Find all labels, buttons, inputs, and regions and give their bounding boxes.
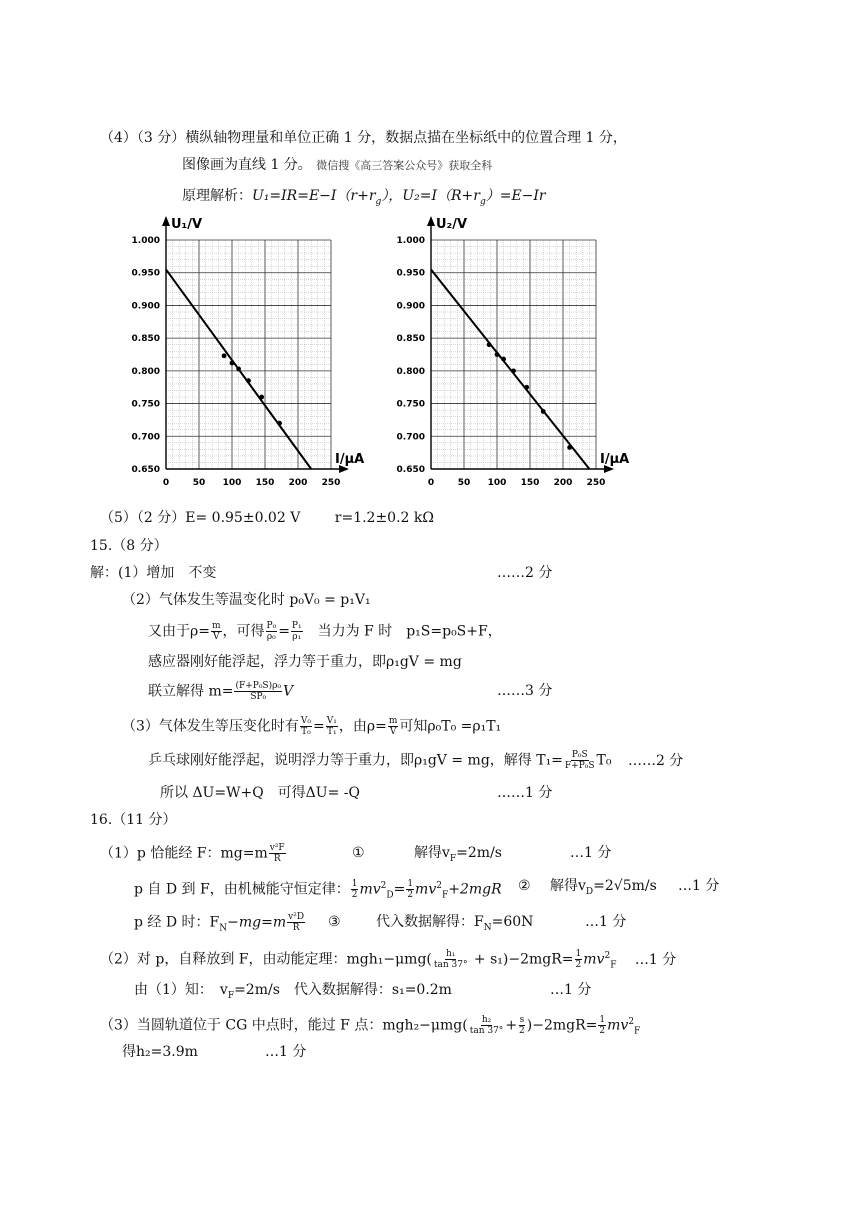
y-axis-arrow [162, 216, 170, 226]
q15-3b-pre: 乒乓球刚好能浮起，说明浮力等于重力，即ρ₁gV = mg，解得 T₁= [148, 752, 563, 769]
data-point [501, 357, 506, 362]
frac-den: 2 [407, 890, 414, 901]
frac-num: (F+P₀S)ρ₀ [235, 681, 282, 691]
x-tick-label: 100 [222, 478, 242, 488]
q15-part2-b: 又由于ρ= $\frac{m}{V}$ ，可得 $\frac{\text{P₀}}{\text{ρ₀}}$ = $\frac{\text{P₁}}{\text{ρ₁}}$ 当力为 F 时 p₁S=p₀S+F， [148, 621, 502, 642]
frac-vf2-r [269, 843, 286, 864]
q16-part3-b: 得h₂=3.9m [122, 1044, 198, 1060]
frac-half [351, 879, 359, 900]
q16-2a-score: …1 分 [634, 951, 677, 968]
q15-2b-mid: ，可得 [222, 623, 265, 640]
frac-num: v²F [269, 843, 285, 853]
y-tick-label: 0.850 [396, 334, 425, 345]
q16-part1-a-score: …1 分 [570, 845, 612, 861]
q15-part2-c: 感应器刚好能浮起，浮力等于重力，即ρ₁gV = mg [148, 654, 462, 670]
frac-half-2 [406, 879, 414, 900]
frac-s-2 [518, 1015, 526, 1036]
x-tick-label: 150 [520, 478, 540, 488]
frac-num: V₁ [326, 716, 337, 726]
q16-3a-pre: （3）当圆轨道位于 CG 中点时，能过 F 点：mgh₂−μmg( [100, 1017, 468, 1034]
x-tick-label: 150 [255, 478, 275, 488]
q16-part1-c [134, 912, 306, 938]
frac-num: h₁ [445, 949, 456, 960]
frac-den: F+P₀S [564, 761, 595, 771]
q15-3a-post: 可知ρ₀T₀ =ρ₁T₁ [399, 718, 502, 735]
q16-1c-res-sub: N [483, 922, 492, 933]
q16-part1-b-score: …1 分 [678, 878, 720, 894]
y-tick-label: 0.950 [396, 268, 425, 279]
q16-1a-res-sub: F [449, 853, 457, 864]
frac-h1-tan [433, 949, 469, 970]
q16-1b-res-val: =2√5m/s [593, 878, 657, 894]
watermark-text: 微信搜《高三答案公众号》获取全科 [316, 159, 493, 172]
q16-2a-post: mv [583, 951, 605, 968]
x-tick-label: 250 [586, 478, 606, 488]
q16-1a-res-val: =2m/s [456, 845, 502, 861]
q16-title: 16.（11 分） [90, 812, 177, 828]
q5-line [100, 508, 434, 528]
q15-2d-pre: 联立解得 m= [148, 683, 234, 700]
frac-p0-rho0 [266, 621, 278, 642]
frac-num: 1 [575, 949, 582, 960]
q16-part1-b-result [550, 876, 657, 902]
frac-num: V₀ [300, 716, 312, 726]
y-tick-label: 0.900 [396, 301, 425, 312]
principle-sub-g2: g [479, 196, 486, 207]
data-point [487, 342, 492, 347]
q16-1c-res: 代入数据解得：F [376, 914, 484, 930]
y-axis-label: U₂/V [436, 217, 468, 232]
frac-t1-expr [564, 750, 596, 771]
chart-u2 [385, 210, 647, 504]
q16-1b-eq: mv [359, 881, 381, 898]
q15-3b-score: ……2 分 [627, 752, 684, 769]
q4-scoring-line-2 [182, 155, 492, 176]
y-tick-label: 0.650 [396, 465, 425, 475]
q15-part1-score: ……2 分 [497, 565, 553, 581]
x-tick-label: 50 [192, 478, 206, 488]
fit-line [431, 269, 589, 469]
y-tick-label: 0.900 [131, 301, 160, 312]
frac-half-4 [598, 1015, 606, 1036]
q16-3a-post: )−2mgR= [526, 1017, 598, 1034]
q16-1a-pre: （1）p 恰能经 F：mg=m [100, 845, 268, 862]
q16-part1-a [100, 843, 287, 864]
frac-num: s [519, 1015, 525, 1026]
q15-part2-d [148, 681, 293, 702]
q16-3a-mid: + [505, 1017, 518, 1034]
data-point [259, 395, 264, 400]
q15-part2-score: ……3 分 [497, 683, 553, 699]
principle-sub-g1: g [375, 196, 382, 207]
q4-line2-text: 图像画为直线 1 分。 [182, 157, 312, 173]
y-axis-arrow [427, 216, 435, 226]
data-point [524, 385, 529, 390]
y-tick-label: 0.750 [396, 399, 425, 410]
q16-part1-c-result [376, 912, 533, 938]
q16-1a-res: 解得v [414, 845, 450, 861]
q4-scoring-line: （4）（3 分）横纵轴物理量和单位正确 1 分，数据点描在坐标纸中的位置合理 1 分， [100, 130, 627, 146]
frac-num: m [211, 621, 221, 631]
frac-m-expr [234, 681, 282, 702]
q5-r-value: r=1.2±0.2 kΩ [334, 510, 434, 526]
data-point [230, 361, 235, 366]
q16-part3-a: （3）当圆轨道位于 CG 中点时，能过 F 点：mgh₂−μmg( $\frac{\text{h₂}}{\tan 37^\circ}$ + $\frac{s}{2}$ )−2mgR= $\frac{1}{2}$ $mv^2_F$ [100, 1015, 641, 1037]
frac-half-3 [575, 949, 583, 970]
frac-rho-m-v [211, 621, 222, 642]
frac-den: tan 37° [433, 960, 468, 971]
frac-v1-t1 [326, 716, 338, 737]
q16-part1-a-result [414, 843, 502, 869]
chart-u2-svg [385, 210, 647, 500]
frac-den: 2 [351, 890, 358, 901]
chart-u1-svg [120, 210, 382, 500]
q16-1b-text: p 自 D 到 F，由机械能守恒定律： [134, 881, 350, 898]
y-tick-label: 0.650 [131, 465, 160, 475]
q16-2a-mid: + s₁)−2mgR= [469, 951, 574, 968]
q16-2b-pre: 由（1）知： v [134, 982, 228, 998]
q15-part2-a: （2）气体发生等温变化时 p₀V₀ = p₁V₁ [122, 592, 371, 608]
q16-part2-a: （2）对 p，自释放到 F，由动能定理：mgh₁−μmg( $\frac{\text{h₁}}{\tan 37^\circ}$ + s₁)−2mgR= $\frac{1}{2}$ $mv^2_F$ …1 分 [100, 949, 677, 971]
frac-vd2-r [287, 912, 305, 933]
q16-1c-sub: N [219, 923, 228, 934]
q15-part3-c-score: ……1 分 [497, 785, 553, 801]
frac-den: tan 37° [469, 1026, 504, 1037]
x-axis-label: I/μA [600, 452, 630, 467]
frac-den: 2 [599, 1026, 606, 1037]
x-tick-label: 100 [487, 478, 507, 488]
frac-num: P₁ [291, 621, 302, 631]
q16-part1-c-score: …1 分 [585, 914, 627, 930]
data-point [236, 366, 241, 371]
frac-num: P₀ [266, 621, 277, 631]
frac-num: h₂ [481, 1015, 492, 1026]
q16-part3-b-score: …1 分 [265, 1044, 307, 1060]
data-point [222, 353, 227, 358]
frac-num: 1 [407, 879, 414, 890]
y-tick-label: 1.000 [396, 236, 425, 246]
q15-3b-post: T₀ [596, 752, 612, 769]
grid-group [166, 240, 331, 469]
frac-num: v²D [288, 912, 305, 922]
x-tick-label: 0 [162, 478, 170, 488]
q16-3a-end: mv [607, 1017, 629, 1034]
principle-end: ）=E−Ir [485, 188, 546, 204]
frac-den: ρ₁ [292, 632, 302, 642]
q15-part3-a: （3）气体发生等压变化时有 $\frac{\text{V₀}}{\text{T₀}}$ = $\frac{\text{V₁}}{\text{T₁}}$ ，由ρ= $\frac{m}{V}$ 可知ρ₀T₀ =ρ₁T₁ [122, 716, 502, 737]
frac-h2-tan [469, 1015, 505, 1036]
frac-den: SP₀ [250, 692, 267, 702]
q16-2a-pre: （2）对 p，自释放到 F，由动能定理：mgh₁−μmg( [100, 951, 432, 968]
frac-den: T₀ [301, 727, 311, 737]
q15-part1: 解：(1）增加 不变 [90, 565, 217, 581]
frac-num: 1 [599, 1015, 606, 1026]
q16-part2-b-score: …1 分 [550, 982, 592, 998]
x-tick-label: 200 [288, 478, 308, 488]
y-axis-label: U₁/V [171, 217, 203, 232]
q16-1c-res-val: =60N [491, 914, 534, 930]
q16-1b-res: 解得v [550, 878, 586, 894]
frac-den: R [292, 923, 300, 933]
frac-p1-rho1 [291, 621, 303, 642]
q15-2b-pre: 又由于ρ= [148, 623, 210, 640]
principle-formula-1: U₁=IR=E−I（r+r [252, 188, 376, 204]
q15-title: 15.（8 分） [90, 538, 168, 554]
q16-1b-eq3: mv [415, 881, 437, 898]
data-point [246, 378, 251, 383]
frac-v0-t0 [300, 716, 312, 737]
q16-1b-res-sub: D [585, 886, 594, 897]
y-tick-label: 1.000 [131, 236, 160, 246]
q16-2b-sub: F [227, 990, 235, 1001]
frac-den: 2 [575, 960, 582, 971]
q15-2b-post: 当力为 F 时 p₁S=p₀S+F， [303, 623, 502, 640]
principle-mid: ），U₂=I（R+r [381, 188, 480, 204]
q16-1b-eq4: +2mgR [448, 881, 502, 898]
data-point [495, 352, 500, 357]
q15-part3-b [148, 750, 683, 771]
q16-eq-num-2: ② [518, 878, 531, 894]
frac-den: V [212, 632, 220, 642]
q15-part3-c: 所以 ΔU=W+Q 可得ΔU= -Q [160, 785, 360, 801]
y-tick-label: 0.850 [131, 334, 160, 345]
data-point [277, 421, 282, 426]
frac-den: 2 [519, 1026, 525, 1037]
x-tick-label: 250 [321, 478, 341, 488]
q16-eq-num-3: ③ [328, 914, 341, 930]
x-tick-label: 200 [553, 478, 573, 488]
frac-den: T₁ [327, 727, 337, 737]
x-axis-label: I/μA [335, 452, 365, 467]
data-point [511, 368, 516, 373]
q15-3a-pre: （3）气体发生等压变化时有 [122, 718, 299, 735]
q16-1c-pre: p 经 D 时：F [134, 914, 220, 931]
grid-group [431, 240, 596, 469]
q15-3a-mid: ，由ρ= [338, 718, 387, 735]
frac-den: R [273, 854, 281, 864]
frac-num: m [388, 716, 398, 726]
y-tick-label: 0.700 [396, 432, 425, 443]
frac-num: 1 [351, 879, 358, 890]
frac-den: ρ₀ [266, 632, 276, 642]
q16-1b-eq2: = [393, 881, 406, 898]
y-tick-label: 0.950 [131, 268, 160, 279]
principle-label: 原理解析： [182, 188, 252, 204]
frac-rho-m-v-2 [388, 716, 399, 737]
data-point [567, 445, 572, 450]
y-tick-label: 0.800 [396, 366, 425, 377]
q16-part1-b: p 自 D 到 F，由机械能守恒定律： $\frac{1}{2}$ $mv^2_D=$ $\frac{1}{2}$ $mv^2_F+2mgR$ [134, 879, 502, 901]
q16-eq-num-1: ① [352, 845, 365, 861]
y-tick-label: 0.700 [131, 432, 160, 443]
x-tick-label: 0 [427, 478, 435, 488]
data-point [541, 409, 546, 414]
chart-u1 [120, 210, 382, 504]
q16-part2-b [134, 980, 452, 1006]
frac-num: P₀S [571, 750, 588, 760]
q15-2d-post: V [283, 683, 294, 700]
q16-1c-mid: −mg=m [227, 914, 287, 931]
x-tick-label: 50 [457, 478, 471, 488]
principle-line [182, 186, 546, 212]
q5-e-value: （5）（2 分）E= 0.95±0.02 V [100, 510, 301, 526]
q16-2b-mid: =2m/s 代入数据解得：s₁=0.2m [234, 982, 452, 998]
frac-den: V [389, 727, 397, 737]
y-tick-label: 0.800 [131, 366, 160, 377]
y-tick-label: 0.750 [131, 399, 160, 410]
